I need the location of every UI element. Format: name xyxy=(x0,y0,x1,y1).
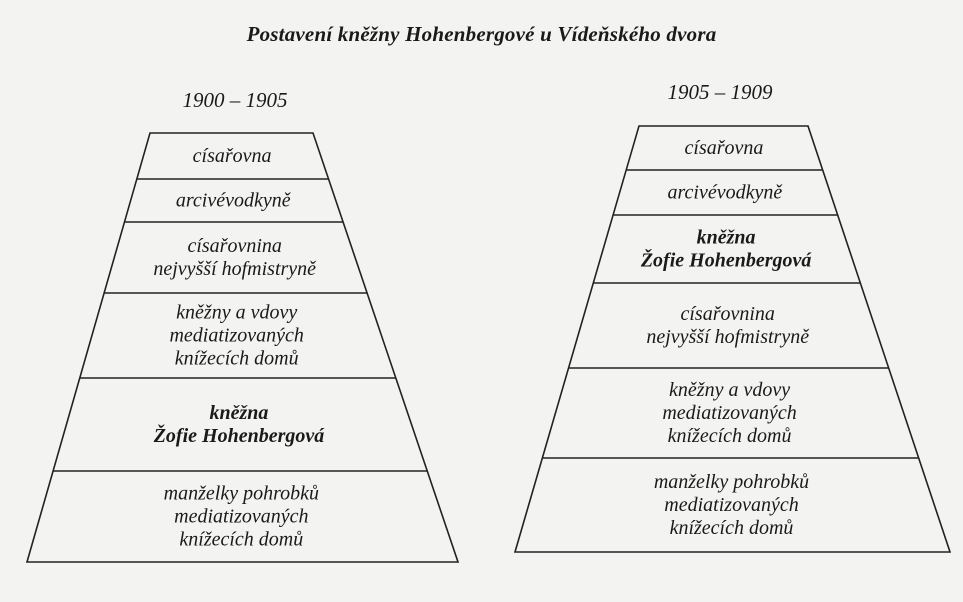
level-text: císařovna xyxy=(684,137,764,159)
level-text: knížecích domů xyxy=(179,528,304,551)
level-text: knížecích domů xyxy=(669,517,794,539)
level-text: císařovna xyxy=(192,145,272,167)
level-text: kněžny a vdovy xyxy=(669,379,791,401)
level-text: Žofie Hohenbergová xyxy=(153,425,325,447)
level-text: kněžna xyxy=(696,226,756,249)
level-text: nejvyšší hofmistryně xyxy=(153,258,317,280)
level-text: mediatizovaných xyxy=(664,494,799,516)
level-text: nejvyšší hofmistryně xyxy=(646,326,810,348)
level-text: kněžny a vdovy xyxy=(176,301,298,324)
level-text: mediatizovaných xyxy=(662,402,797,424)
level-text: knížecích domů xyxy=(174,347,299,370)
level-text: Žofie Hohenbergová xyxy=(640,249,812,272)
level-text: manželky pohrobků xyxy=(163,482,320,505)
level-text: kněžna xyxy=(209,402,269,424)
level-text: arcivévodkyně xyxy=(667,181,783,204)
diagram-title: Postavení kněžny Hohenbergové u Vídeňského dvora xyxy=(246,22,717,46)
pyramid-left xyxy=(27,133,458,562)
level-text: knížecích domů xyxy=(667,425,792,447)
level-text: mediatizovaných xyxy=(169,324,304,347)
level-text: mediatizovaných xyxy=(174,505,309,528)
period-label-left: 1900 – 1905 xyxy=(182,88,288,112)
level-text: arcivévodkyně xyxy=(175,189,291,212)
level-text: císařovnina xyxy=(187,235,282,257)
level-text: manželky pohrobků xyxy=(653,471,810,493)
level-text: císařovnina xyxy=(680,303,775,325)
pyramid-right xyxy=(515,126,950,552)
period-label-right: 1905 – 1909 xyxy=(667,80,773,104)
